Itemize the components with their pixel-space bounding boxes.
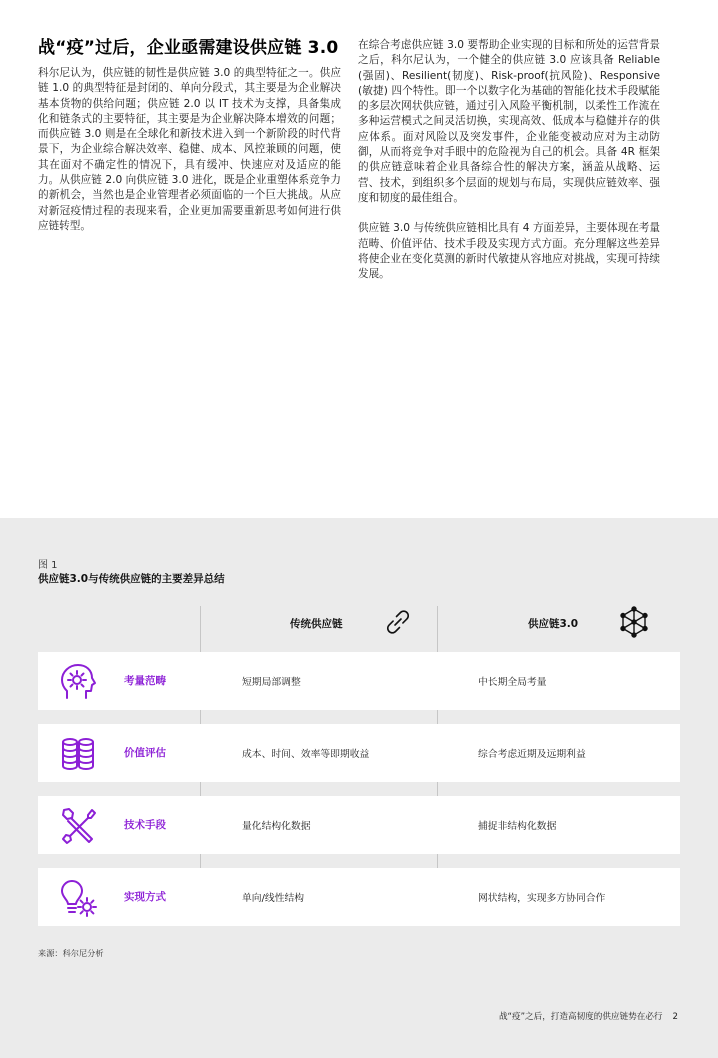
article-text-section bbox=[0, 0, 718, 518]
left-column bbox=[38, 38, 341, 234]
cell-supply-chain-3: 网状结构，实现多方协同合作 bbox=[478, 893, 606, 904]
right-paragraph-2: 供应链 3.0 与传统供应链相比具有 4 方面差异，主要体现在考量范畴、价值评估、技术手段及实现方式方面。充分理解这些差异将使企业在变化莫测的新时代敏捷从容地应对挑战，实现可持续发展。 bbox=[358, 222, 660, 281]
cell-supply-chain-3: 综合考虑近期及远期利益 bbox=[478, 749, 586, 760]
cell-traditional: 量化结构化数据 bbox=[242, 821, 311, 832]
wrench-screwdriver-icon bbox=[56, 804, 100, 848]
row-label: 技术手段 bbox=[124, 819, 166, 831]
comparison-table bbox=[38, 606, 680, 926]
row-label: 考量范畴 bbox=[124, 675, 166, 687]
network-icon bbox=[618, 606, 650, 638]
table-row bbox=[38, 868, 680, 926]
figure-section bbox=[0, 518, 718, 1058]
footer-title: 战“疫”之后，打造高韧度的供应链势在必行 bbox=[498, 1012, 663, 1022]
header-traditional: 传统供应链 bbox=[290, 618, 343, 630]
lightbulb-gear-icon bbox=[56, 876, 100, 920]
left-paragraph: 科尔尼认为，供应链的韧性是供应链 3.0 的典型特征之一。供应链 1.0 的典型特征是封闭的、单向分段式，其主要是为企业解决基本货物的供给问题；供应链 2.0 以 IT 技术为支撑，具备集成化和链条式的主要特征，其主要是为企业解决降本增效的问题；而供应链 3.0 则是在全球化和新技术进入到一个新阶段的时代背景下，为企业综合解决效率、稳健、成本、风控兼顾的问题，使其在面对不确定性的情况下，具有缓冲、快速应对及适应的能力。从供应链 2.0 向供应链 3.0 进化，既是企业重塑体系竞争力的新机会，当然也是企业管理者必须面临的一个巨大挑战。从应对新冠疫情过程的表现来看，企业更加需要重新思考如何进行供应链转型。 bbox=[38, 67, 341, 232]
table-row bbox=[38, 652, 680, 710]
table-header bbox=[38, 606, 680, 638]
row-label: 实现方式 bbox=[124, 891, 166, 903]
cell-traditional: 成本、时间、效率等即期收益 bbox=[242, 749, 370, 760]
page-footer bbox=[499, 1010, 678, 1022]
head-gear-icon bbox=[56, 660, 100, 704]
row-label: 价值评估 bbox=[124, 747, 166, 759]
header-supply-chain-3: 供应链3.0 bbox=[528, 618, 579, 630]
cell-supply-chain-3: 中长期全局考量 bbox=[478, 677, 547, 688]
page-number: 2 bbox=[672, 1012, 678, 1022]
cell-supply-chain-3: 捕捉非结构化数据 bbox=[478, 821, 557, 832]
chain-link-icon bbox=[382, 606, 414, 638]
right-paragraph-1: 在综合考虑供应链 3.0 要帮助企业实现的目标和所处的运营背景之后，科尔尼认为，一个健全的供应链 3.0 应该具备 Reliable(强固)、Resilient(韧度)、Risk-proof(抗风险)、Responsive (敏捷) 四个特性。即一个以数字化为基础的智能化技术手段赋能的多层次网状供应链，通过引入风险平衡机制，以柔性工作流在多种运营模式之间灵活切换，实现高效、低成本与稳健并存的供应体系。面对风险以及突发事件，企业能变被动应对为主动防御，从而将竞争对手眼中的危险视为自己的机会。具备 4R 框架的供应链意味着企业具备综合性的解决方案，涵盖从战略、运营、技术，到组织多个层面的规划与布局，实现供应链效率、强度和韧度的最佳组合。 bbox=[358, 39, 660, 204]
figure-source: 来源：科尔尼分析 bbox=[38, 948, 104, 958]
cell-traditional: 短期局部调整 bbox=[242, 677, 301, 688]
table-row bbox=[38, 724, 680, 782]
coin-stacks-icon bbox=[56, 732, 100, 776]
figure-label: 图 1 bbox=[38, 560, 58, 571]
figure-title: 供应链3.0与传统供应链的主要差异总结 bbox=[38, 573, 225, 585]
section-heading: 战“疫”过后，企业亟需建设供应链 3.0 bbox=[38, 38, 339, 58]
table-row bbox=[38, 796, 680, 854]
right-column bbox=[358, 38, 660, 282]
cell-traditional: 单向/线性结构 bbox=[242, 893, 305, 904]
